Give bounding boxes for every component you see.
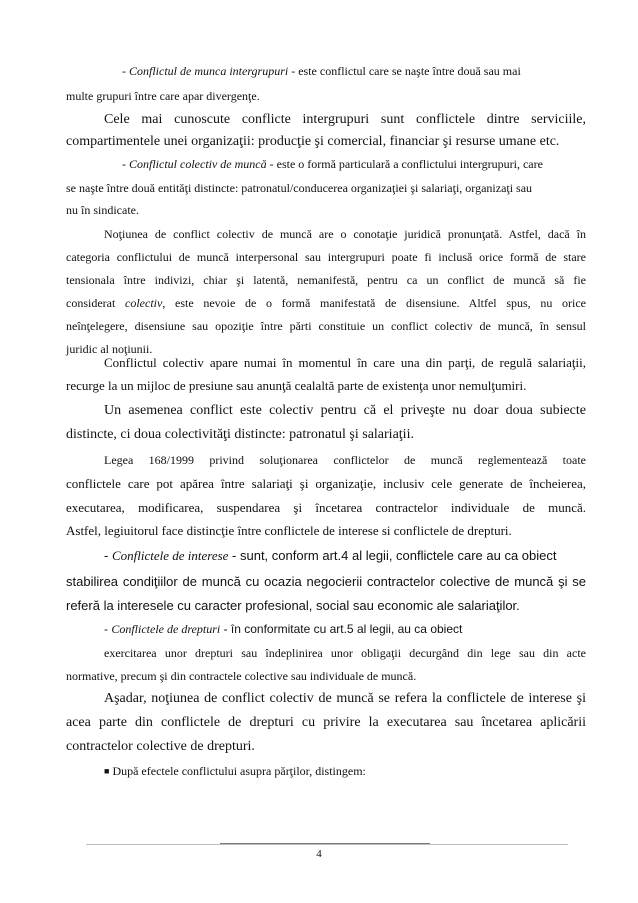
bullet-line: ■ După efectele conflictului asupra părţilor, distingem: (104, 764, 366, 778)
text-line: exercitarea unor drepturi sau îndeplinirea unor obligaţii decurgând din lege sau din acte (104, 646, 586, 660)
text-line: - Conflictul de munca intergrupuri - este conflictul care se naşte între două sau mai (122, 64, 521, 78)
text-line: - Conflictele de drepturi - în conformitate cu art.5 al legii, au ca obiect (104, 622, 463, 636)
text-line: referă la interesele cu caracter profesional, social sau economic ale salariaţilor. (66, 598, 520, 613)
text-line: Un asemenea conflict este colectiv pentru că el priveşte nu doar doua subiecte (104, 403, 586, 418)
text-line: distincte, ci doua colectivităţi distincte: patronatul şi salariaţii. (66, 427, 414, 442)
text-line: categoria conflictului de muncă interpersonal sau intergrupuri poate fi inclusă orice formă de stare (66, 250, 586, 264)
text-line: - Conflictele de interese - sunt, conform art.4 al legii, conflictele care au ca obiect (104, 548, 557, 563)
text-line: considerat colectiv, este nevoie de o formă manifestată de disensiune. Altfel spus, nu orice (66, 296, 586, 310)
text-line: acea parte din conflictele de drepturi cu privire la executarea sau încetarea aplicării (66, 715, 586, 730)
text-line: neînţelegere, disensiune sau opoziţie între părti constituie un conflict colectiv de muncă, în sensul (66, 319, 586, 333)
text-line: normative, precum şi din contractele colective sau individuale de muncă. (66, 669, 417, 683)
text-line: Legea 168/1999 privind soluţionarea conflictelor de muncă reglementează toate (104, 453, 586, 467)
footer-divider (86, 844, 568, 845)
text-line: stabilirea condiţiilor de muncă cu ocazia negocierii contractelor colective de muncă şi se (66, 574, 586, 589)
text-line: multe grupuri între care apar divergenţe. (66, 89, 260, 103)
text-line: nu în sindicate. (66, 203, 139, 217)
text-line: se naşte între două entităţi distincte: patronatul/conducerea organizaţiei şi salariaţi, organizaţi sau (66, 181, 533, 195)
page-number: 4 (316, 848, 322, 860)
text-line: executarea, modificarea, suspendarea şi încetarea contractelor individuale de muncă. (66, 500, 586, 515)
text-line: compartimentele unei organizaţii: producţie şi comercial, financiar şi resurse umane etc. (66, 134, 560, 149)
text-line: Conflictul colectiv apare numai în momentul în care una din parţi, de regulă salariaţii, (104, 355, 586, 370)
text-line: conflictele care pot apărea între salariaţi şi organizaţie, inclusiv cele generate de încheierea, (66, 476, 586, 491)
text-line: Aşadar, noţiunea de conflict colectiv de muncă se refera la conflictele de interese şi (104, 691, 586, 706)
bullet-icon: ■ (104, 766, 110, 776)
text-line: juridic al noţiunii. (66, 342, 153, 356)
text-line: Noţiunea de conflict colectiv de muncă are o conotaţie juridică pronunţată. Astfel, dacă în (104, 227, 586, 241)
text-line: Cele mai cunoscute conflicte intergrupuri sunt conflictele dintre serviciile, (104, 112, 586, 127)
footer-divider-accent (220, 843, 430, 844)
text-line: Astfel, legiuitorul face distincţie între conflictele de interese si conflictele de drepturi. (66, 523, 512, 538)
text-line: contractelor colective de drepturi. (66, 739, 255, 754)
text-line: tensionala între indivizi, chiar şi latentă, nemanifestă, pentru ca un conflict de muncă să fie (66, 273, 586, 287)
text-line: - Conflictul colectiv de muncă - este o formă particulară a conflictului intergrupuri, care (122, 157, 543, 171)
text-line: recurge la un mijloc de presiune sau anunţă cealaltă parte de existenţa unor nemulţumiri. (66, 378, 527, 393)
